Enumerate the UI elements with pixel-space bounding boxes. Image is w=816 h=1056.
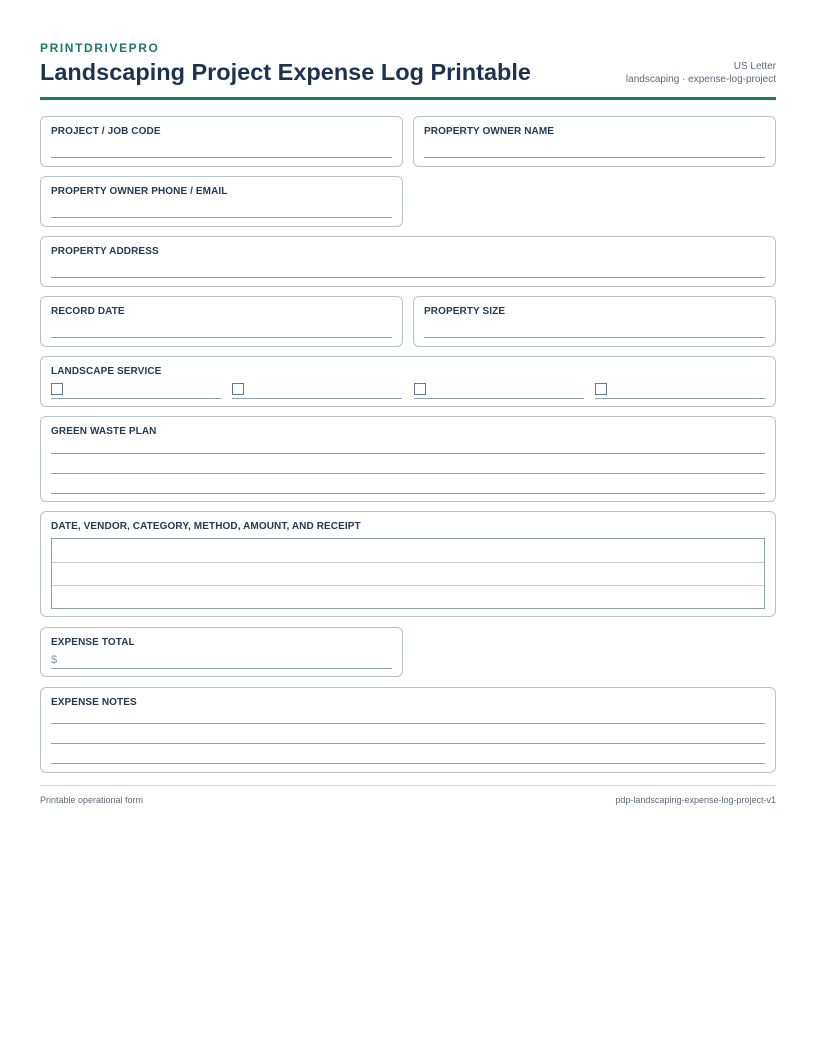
service-option-line[interactable] — [595, 398, 765, 399]
owner-contact-line[interactable] — [51, 217, 392, 218]
writing-line[interactable] — [51, 473, 765, 474]
expense-table-field — [40, 511, 776, 617]
document-header — [40, 0, 776, 100]
table-row-divider — [52, 585, 764, 586]
service-option-line[interactable] — [232, 398, 402, 399]
checkbox-icon[interactable] — [595, 383, 607, 395]
property-address-field[interactable] — [40, 236, 776, 287]
property-size-line[interactable] — [424, 337, 765, 338]
footer-form-id: pdp-landscaping-expense-log-project-v1 — [615, 795, 776, 805]
writing-line[interactable] — [51, 723, 765, 724]
document-title: Landscaping Project Expense Log Printable — [40, 59, 531, 85]
green-waste-plan-label: GREEN WASTE PLAN — [51, 426, 157, 437]
table-row-divider — [52, 562, 764, 563]
owner-name-line[interactable] — [424, 157, 765, 158]
property-address-line[interactable] — [51, 277, 765, 278]
landscape-service-field — [40, 356, 776, 407]
project-code-field[interactable] — [40, 116, 403, 167]
service-option-line[interactable] — [51, 398, 221, 399]
property-size-field[interactable] — [413, 296, 776, 347]
expense-total-label: EXPENSE TOTAL — [51, 637, 135, 648]
owner-contact-field[interactable] — [40, 176, 403, 227]
writing-line[interactable] — [51, 743, 765, 744]
expense-notes-label: EXPENSE NOTES — [51, 697, 137, 708]
brand-logo-text: PRINTDRIVEPRO — [40, 41, 160, 55]
expense-total-line[interactable] — [51, 668, 392, 669]
service-option-2[interactable] — [232, 383, 402, 399]
property-size-label: PROPERTY SIZE — [424, 306, 506, 317]
writing-line[interactable] — [51, 493, 765, 494]
document-meta — [626, 60, 776, 86]
property-address-label: PROPERTY ADDRESS — [51, 246, 159, 257]
expense-table-label: DATE, VENDOR, CATEGORY, METHOD, AMOUNT, AND RECEIPT — [51, 521, 361, 532]
document-tags: landscaping · expense-log-project — [625, 74, 776, 85]
project-code-line[interactable] — [51, 157, 392, 158]
owner-contact-label: PROPERTY OWNER PHONE / EMAIL — [51, 186, 228, 197]
owner-name-field[interactable] — [413, 116, 776, 167]
green-waste-plan-field[interactable] — [40, 416, 776, 502]
checkbox-icon[interactable] — [232, 383, 244, 395]
record-date-line[interactable] — [51, 337, 392, 338]
writing-line[interactable] — [51, 763, 765, 764]
checkbox-icon[interactable] — [51, 383, 63, 395]
expense-total-field[interactable] — [40, 627, 403, 677]
service-option-1[interactable] — [51, 383, 221, 399]
currency-symbol: $ — [51, 654, 58, 666]
service-option-3[interactable] — [414, 383, 584, 399]
footer-description: Printable operational form — [40, 795, 144, 805]
writing-line[interactable] — [51, 453, 765, 454]
record-date-label: RECORD DATE — [51, 306, 125, 317]
paper-size-label: US Letter — [733, 61, 776, 72]
service-option-line[interactable] — [414, 398, 584, 399]
document-footer — [40, 785, 776, 809]
landscape-service-label: LANDSCAPE SERVICE — [51, 366, 162, 377]
project-code-label: PROJECT / JOB CODE — [51, 126, 161, 137]
owner-name-label: PROPERTY OWNER NAME — [424, 126, 555, 137]
checkbox-icon[interactable] — [414, 383, 426, 395]
expense-table — [51, 538, 765, 609]
service-option-4[interactable] — [595, 383, 765, 399]
expense-notes-field[interactable] — [40, 687, 776, 773]
record-date-field[interactable] — [40, 296, 403, 347]
